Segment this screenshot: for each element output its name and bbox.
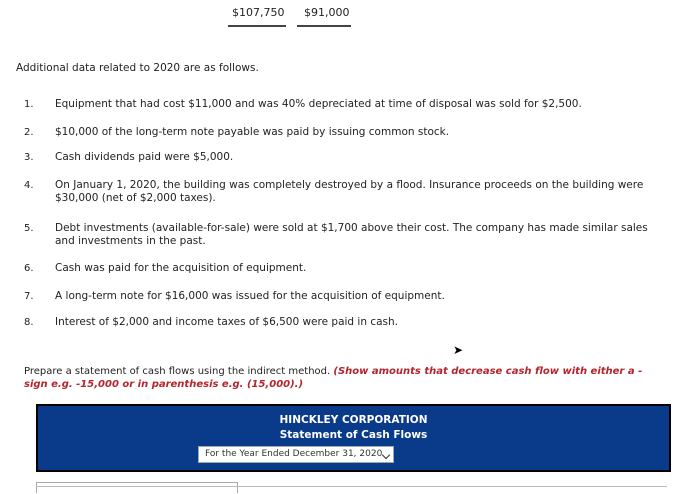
item-number: 5.: [24, 223, 34, 234]
item-number: 2.: [24, 127, 34, 138]
item-number: 3.: [24, 152, 34, 163]
item-number: 1.: [24, 99, 34, 110]
total-2020: $107,750: [232, 6, 285, 19]
mouse-cursor-icon: ➤: [453, 343, 464, 357]
item-text: $10,000 of the long-term note payable was paid by issuing common stock.: [55, 126, 450, 138]
total-underline: [297, 25, 351, 27]
instruction-main: Prepare a statement of cash flows using the indirect method.: [24, 366, 334, 377]
item-text: Equipment that had cost $11,000 and was 40% depreciated at time of disposal was sold for $2,500.: [55, 98, 582, 110]
item-text: On January 1, 2020, the building was completely destroyed by a flood. Insurance proceeds on the building were $30,000 (net of $2,000 taxes).: [55, 179, 644, 204]
answer-input-row[interactable]: [36, 482, 238, 493]
item-number: 4.: [24, 180, 34, 191]
divider: [36, 486, 667, 487]
item-number: 6.: [24, 263, 34, 274]
period-select[interactable]: [198, 446, 394, 463]
intro-text: Additional data related to 2020 are as follows.: [16, 62, 259, 74]
statement-header: [36, 404, 671, 472]
period-select-value: For the Year Ended December 31, 2020: [205, 449, 383, 459]
item-text: Cash was paid for the acquisition of equipment.: [55, 262, 307, 274]
item-text: Interest of $2,000 and income taxes of $6,500 were paid in cash.: [55, 316, 398, 328]
instruction-note: (Show amounts that decrease cash flow with either a - sign e.g. -15,000 or in parenthesis e.g. (15,000).): [24, 366, 643, 390]
instructions: [24, 365, 664, 391]
item-text: A long-term note for $16,000 was issued for the acquisition of equipment.: [55, 290, 445, 302]
statement-title: Statement of Cash Flows: [279, 429, 428, 441]
item-number: 8.: [24, 317, 34, 328]
total-underline: [228, 25, 286, 27]
total-2019: $91,000: [304, 6, 350, 19]
company-name: HINCKLEY CORPORATION: [279, 414, 428, 426]
chevron-down-icon: [382, 451, 390, 459]
item-text: Cash dividends paid were $5,000.: [55, 151, 234, 163]
item-text: Debt investments (available-for-sale) were sold at $1,700 above their cost. The company has made similar sales and investments in the past.: [55, 222, 648, 247]
item-number: 7.: [24, 291, 34, 302]
